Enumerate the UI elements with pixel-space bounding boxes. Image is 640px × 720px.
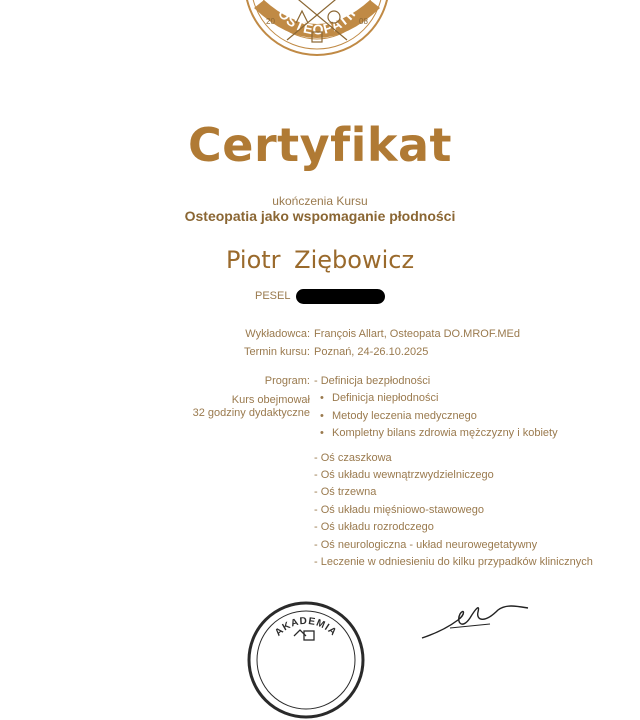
bullet-icon: • [320, 392, 324, 405]
program-item: - Oś układu mięśniowo-stawowego [314, 503, 484, 516]
seal-ribbon-text: OSTEOPATII [274, 5, 359, 38]
pesel-redaction [296, 289, 385, 304]
seal-year-right: 08 [359, 17, 368, 26]
lecturer-label: Wykładowca: [245, 328, 310, 340]
recipient-name: Piotr Ziębowicz [225, 246, 415, 274]
certificate-title: Certyfikat [187, 118, 453, 172]
program-sub-item: • Definicja niepłodności [314, 390, 593, 407]
seal-year-left: 20 [266, 17, 275, 26]
program-label: Program: [264, 375, 310, 387]
pesel-label: PESEL [255, 290, 291, 302]
program-item: - Oś trzewna [314, 486, 377, 499]
program-item: - Oś układu wewnątrzwydzielniczego [314, 468, 494, 481]
program-item: - Leczenie w odniesieniu do kilku przypadków klinicznych [314, 555, 593, 568]
program-list [314, 373, 593, 571]
signature-icon [420, 598, 530, 642]
lecturer-value: François Allart, Osteopata DO.MROF.MEd [314, 328, 521, 340]
bullet-icon: • [320, 427, 324, 440]
hours-label [110, 394, 310, 420]
bottom-seal-text: AKADEMIA [273, 615, 339, 639]
term-value: Poznań, 24-26.10.2025 [314, 346, 429, 358]
course-name: Osteopatia jako wspomaganie płodności [184, 208, 456, 224]
hours-label-line2: 32 godziny dydaktyczne [192, 407, 310, 419]
program-item: - Oś układu rozrodczego [314, 521, 434, 534]
list-gap [314, 443, 593, 450]
bullet-icon: • [320, 409, 324, 422]
program-sub-item: • Kompletny bilans zdrowia mężczyzny i kobiety [314, 425, 593, 442]
hours-label-line1: Kurs obejmował [231, 394, 310, 406]
program-main-item: - Definicja bezpłodności [314, 375, 431, 387]
akademia-bottom-seal-icon [246, 600, 366, 720]
term-label: Termin kursu: [243, 346, 310, 358]
program-sub-item: • Metody leczenia medycznego [314, 408, 593, 425]
program-item: - Oś czaszkowa [314, 451, 392, 464]
akademia-osteopatii-seal-icon [242, 0, 392, 58]
certificate-subtitle: ukończenia Kursu [272, 194, 368, 208]
program-item: - Oś neurologiczna - układ neurowegetatywny [314, 538, 538, 551]
